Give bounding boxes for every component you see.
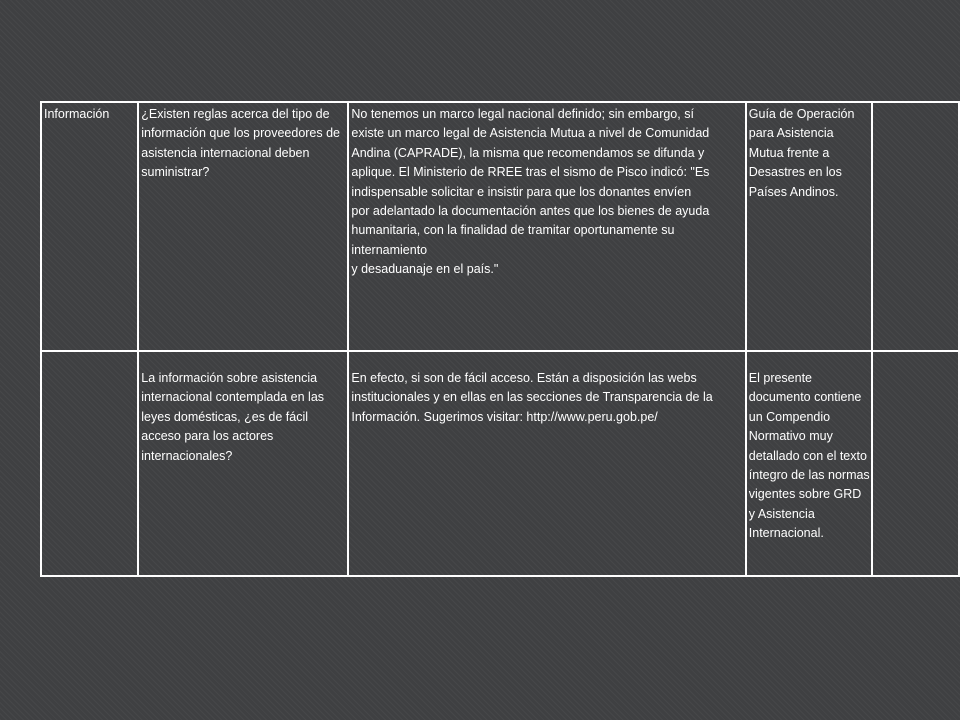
answer-cell (348, 102, 745, 351)
question-cell (138, 351, 348, 576)
answer-line: y desaduanaje en el país." (351, 262, 499, 277)
answer-line: En efecto, si son de fácil acceso. Están a disposición las webs (351, 371, 697, 385)
answer-line: humanitaria, con la finalidad de tramitar oportunamente su (351, 223, 675, 238)
question-text: ¿Existen reglas acerca del tipo de información que los proveedores de asistencia internacional deben suministrar? (141, 107, 341, 180)
answer-line: No tenemos un marco legal nacional definido; sin embargo, sí (351, 107, 694, 121)
answer-line: indispensable solicitar e insistir para que los donantes envíen (351, 184, 692, 199)
answer-line: institucionales y en ellas en las secciones de Transparencia de la (351, 390, 713, 405)
extra-cell (872, 102, 959, 351)
category-text: Información (44, 107, 110, 121)
category-cell (41, 351, 138, 576)
category-cell (41, 102, 138, 351)
answer-line: por adelantado la documentación antes que los bienes de ayuda (351, 204, 710, 219)
reference-cell (746, 351, 872, 576)
requirements-table (40, 101, 960, 577)
answer-cell (348, 351, 745, 576)
reference-text: El presente documento contiene un Compendio Normativo muy detallado con el texto íntegro de las normas vigentes sobre GRD y Asistencia Internacional. (748, 371, 870, 541)
answer-line: aplique. El Ministerio de RREE tras el sismo de Pisco indicó: "Es (351, 165, 710, 180)
question-text: La información sobre asistencia internacional contemplada en las leyes domésticas, ¿es de fácil acceso para los actores internacionales? (141, 371, 325, 463)
answer-line: internamiento (351, 242, 428, 257)
table-row (41, 351, 959, 576)
reference-cell (746, 102, 872, 351)
extra-cell (872, 351, 959, 576)
reference-text: Guía de Operación para Asistencia Mutua frente a Desastres en los Países Andinos. (748, 107, 855, 199)
table-row (41, 102, 959, 351)
answer-line: Información. Sugerimos visitar: http://www.peru.gob.pe/ (351, 409, 658, 424)
question-cell (138, 102, 348, 351)
answer-line: Andina (CAPRADE), la misma que recomendamos se difunda y (351, 145, 705, 160)
answer-line: existe un marco legal de Asistencia Mutua a nivel de Comunidad (351, 126, 710, 141)
